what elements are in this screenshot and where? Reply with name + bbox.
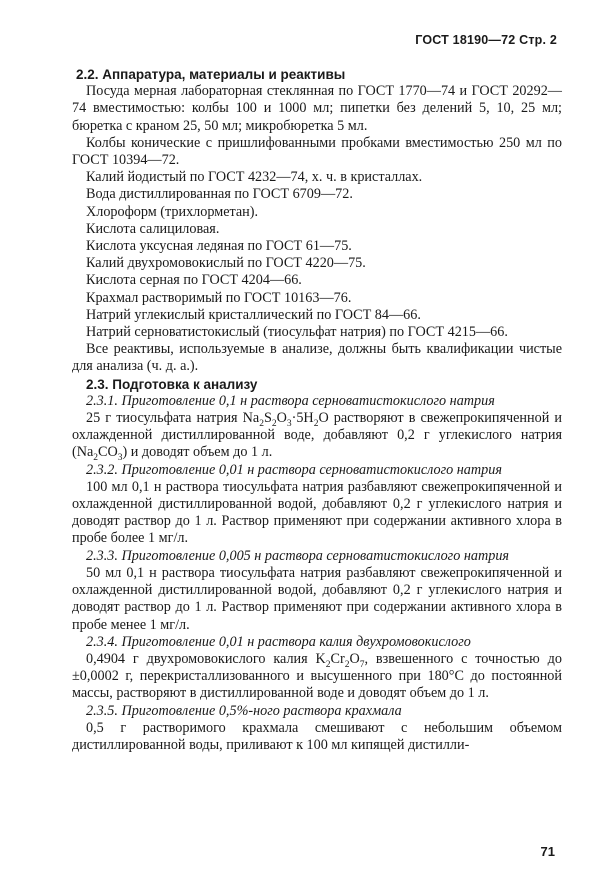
paragraph-acetic-acid: Кислота уксусная ледяная по ГОСТ 61—75. — [86, 238, 352, 255]
subsection-2-3-2-text: 100 мл 0,1 н раствора тиосульфата натрия разбавляют свежепрокипяченной и охлажденной дистиллированной водой, добавляют 0,2 г углекислого натрия и доводят раствор до 1 л. Раствор применяют при содержании активного хлора в пробе более 1 мг/л. — [72, 478, 562, 547]
paragraph-sodium-thiosulfate: Натрий серноватистокислый (тиосульфат натрия) по ГОСТ 4215—66. — [86, 324, 508, 341]
paragraph-reagent-grade: Все реактивы, используемые в анализе, должны быть квалификации чистые для анализа (ч. д. а.). — [72, 341, 562, 375]
paragraph-glassware: Посуда мерная лабораторная стеклянная по ГОСТ 1770—74 и ГОСТ 20292—74 вместимостью: колбы 100 и 1000 мл; пипетки без делений 5, 10, 25 мл; бюретка с краном 25, 50 мл; микробюретка 5 мл. — [72, 83, 562, 134]
paragraph-potassium-iodide: Калий йодистый по ГОСТ 4232—74, х. ч. в кристаллах. — [86, 169, 423, 186]
section-heading-2-3: 2.3. Подготовка к анализу — [86, 376, 258, 392]
paragraph-salicylic-acid: Кислота салициловая. — [86, 220, 220, 237]
subsection-2-3-1-title: 2.3.1. Приготовление 0,1 н раствора серноватистокислого натрия — [86, 392, 495, 409]
subsection-2-3-1-text: 25 г тиосульфата натрия $Na_2S_2O_3\cdot 5H_2O$ растворяют в свежепрокипяченной и охлажденной дистиллированной воде, добавляют 0,2 г углекислого натрия $(Na_2CO_3)$ и доводят объем до 1 л. — [72, 410, 562, 464]
subsection-2-3-3-text: 50 мл 0,1 н раствора тиосульфата натрия разбавляют свежепрокипяченной и охлажденной дистиллированной водой, добавляют 0,2 г углекислого натрия и доводят раствор до 1 л. Раствор применяют при содержании активного хлора в пробе менее 1 мг/л. — [72, 564, 562, 633]
paragraph-potassium-dichromate: Калий двухромовокислый по ГОСТ 4220—75. — [86, 255, 366, 272]
paragraph-sulfuric-acid: Кислота серная по ГОСТ 4204—66. — [86, 272, 302, 289]
subsection-2-3-5-title: 2.3.5. Приготовление 0,5%-ного раствора крахмала — [86, 702, 402, 719]
subsection-2-3-5-text: 0,5 г растворимого крахмала смешивают с небольшим объемом дистиллированной воды, приливают к 100 мл кипящей дистилли- — [72, 719, 562, 753]
subsection-2-3-3-title: 2.3.3. Приготовление 0,005 н раствора серноватистокислого натрия — [86, 547, 510, 564]
subsection-2-3-2-title: 2.3.2. Приготовление 0,01 н раствора серноватистокислого натрия — [86, 461, 502, 478]
subsection-2-3-4-text: 0,4904 г двухромовокислого калия $K_2Cr_2O_7$, взвешенного с точностью до ±0,0002 г, перекристаллизованного и высушенного при 180°С до постоянной массы, растворяют в дистиллированной воде и доводят объем до 1 л. — [72, 650, 562, 702]
paragraph-chloroform: Хлороформ (трихлорметан). — [86, 203, 259, 220]
document-body — [72, 66, 562, 754]
paragraph-flasks: Колбы конические с пришлифованными пробками вместимостью 250 мл по ГОСТ 10394—72. — [72, 134, 562, 169]
paragraph-distilled-water: Вода дистиллированная по ГОСТ 6709—72. — [86, 186, 353, 203]
page-number: 71 — [540, 844, 555, 859]
subsection-2-3-4-title: 2.3.4. Приготовление 0,01 н раствора калия двухромовокислого — [86, 633, 471, 650]
paragraph-starch: Крахмал растворимый по ГОСТ 10163—76. — [86, 289, 352, 306]
section-heading-2-2: 2.2. Аппаратура, материалы и реактивы — [76, 67, 346, 82]
paragraph-sodium-carbonate: Натрий углекислый кристаллический по ГОСТ 84—66. — [86, 306, 421, 323]
running-header: ГОСТ 18190—72 Стр. 2 — [415, 33, 557, 47]
